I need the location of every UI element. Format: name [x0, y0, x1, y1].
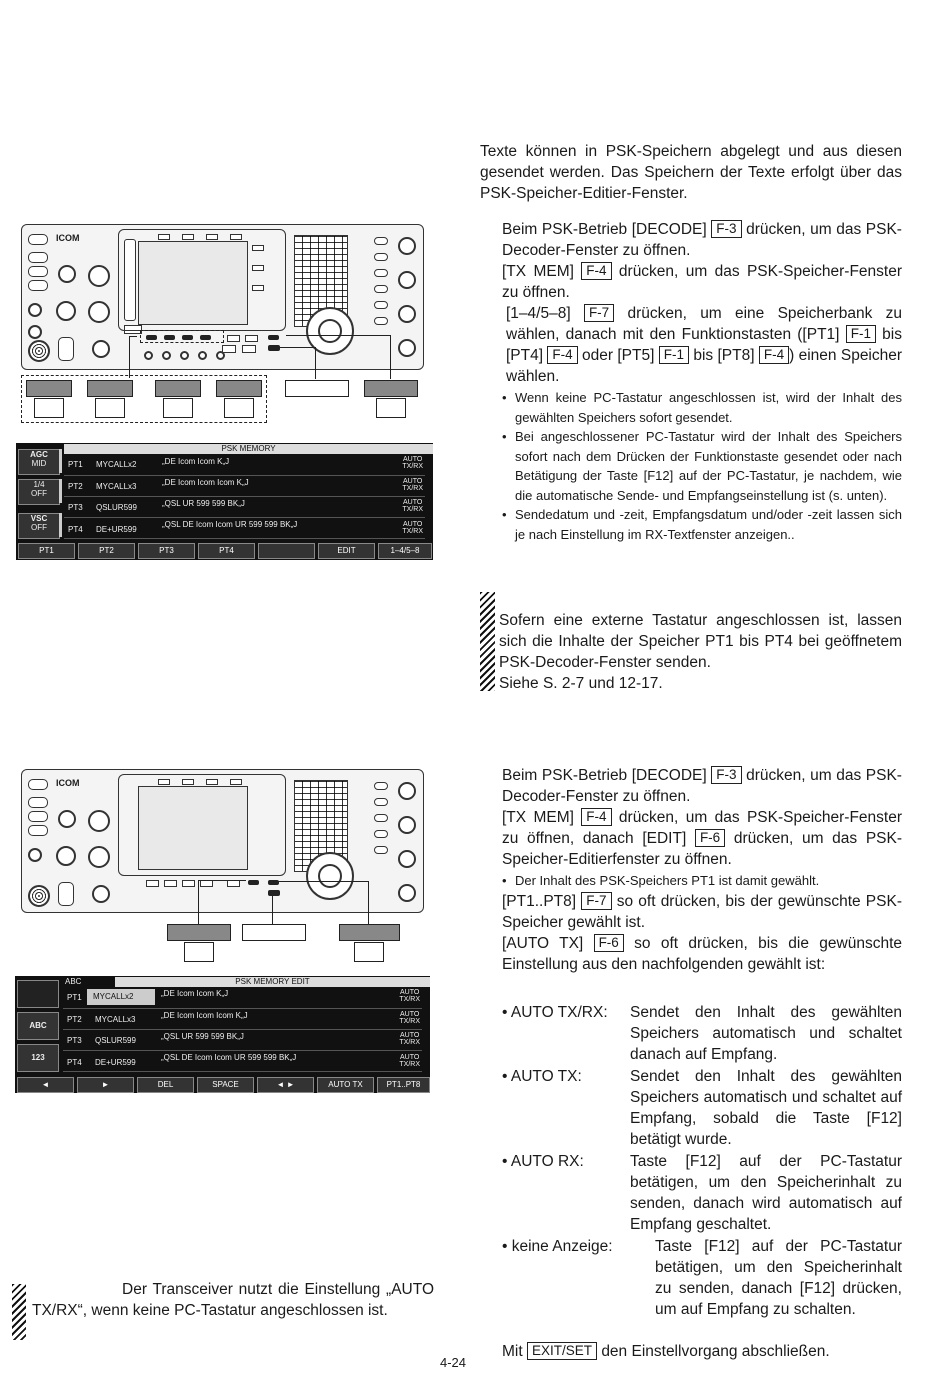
intro-paragraph: Texte können in PSK-Speichern abgelegt und aus diesen gesendet werden. Das Speichern der Texte erfolgt über das PSK-Speicher-Editier-Fenster. [480, 143, 902, 202]
screen-title: PSK MEMORY EDIT [115, 977, 430, 987]
softkey-cursor[interactable]: ◄ ► [257, 1077, 314, 1093]
softkey-auto-tx[interactable]: AUTO TX [317, 1077, 374, 1093]
finish-line: Mit EXIT/SET den Einstellvorgang abschließen. [502, 1343, 830, 1360]
memory-row[interactable]: PT2 MYCALLx3 „DE Icom Icom Icom K„J AUTO TX/RX [64, 475, 425, 497]
psk-memory-screen [16, 443, 433, 560]
memory-row[interactable]: PT4 DE+UR599 „QSL DE Icom Icom UR 599 599 BK„J AUTO TX/RX [63, 1050, 422, 1072]
page-number: 4-24 [440, 1355, 467, 1370]
vsc-button[interactable]: VSC OFF [18, 513, 60, 539]
softkey-pt-select[interactable]: PT1..PT8 [377, 1077, 430, 1093]
numeric-button[interactable]: 123 [17, 1044, 59, 1072]
softkey-pt2[interactable]: PT2 [78, 543, 135, 559]
abc-button[interactable]: ABC [17, 1012, 59, 1040]
memory-row[interactable]: PT3 QSLUR599 „QSL UR 599 599 BK„J AUTO TX/RX [63, 1029, 422, 1051]
agc-button[interactable]: AGC MID [18, 449, 60, 475]
softkey-pt1[interactable]: PT1 [18, 543, 75, 559]
f7-key: F-7 [584, 304, 614, 322]
auto-options: • AUTO TX/RX: Sendet den Inhalt des gewählten Speichers automatisch und schaltet danach auf Empfang. • AUTO TX: Sendet den Inhalt des gewählten Speichers automatisch und schaltet auf Empfang, sobald die Taste [F12] betätigt wurde. • AUTO RX: Taste [F12] auf der PC-Tastatur betätigen, um den Speicherinhalt zu senden, danach wird automatisch auf Empfang geschaltet. • keine Anzeige: Taste [F12] auf der PC-Tastatur betätigen, um den Speicherinhalt zu senden, danach [F12] drücken, um auf Empfang zu schalten. [502, 1004, 902, 1318]
section1-steps: Beim PSK-Betrieb [DECODE] F-3 drücken, um das PSK-Decoder-Fenster zu öffnen. [TX MEM] F-4 drücken, um das PSK-Speicher-Fenster zu öffnen. [1–4/5–8] F-7 drücken, um eine Speicherbank zu wählen, danach mit den Funktionstasten ([PT1] F-1 bis [PT4] F-4 oder [PT5] F-1 bis [PT8] F-4 ) einen Speicher wählen. • Wenn keine PC-Tastatur angeschlossen ist, wird der Inhalt des gewählten Speichers sofort gesendet. • Bei angeschlossener PC-Tastatur wird der Inhalt des Speichers sofort nach dem Drücken der Funktionstaste gesendet oder nach Betätigung der Taste [F12] auf der PC-Tastatur, je nachdem, wie die automatische Sende- und Empfangseinstellung ist (s. unten). • Sendedatum und -zeit, Empfangsdatum und/oder -zeit lassen sich je nach Einstellung im RX-Textfenster anzeigen.. [502, 219, 902, 544]
f4-key: F-4 [581, 262, 611, 280]
bullet-2: • Bei angeschlossener PC-Tastatur wird der Inhalt des Speichers sofort nach dem Drücken der Funktionstaste gesendet oder nach Betätigung der Taste [F12] auf der PC-Tastatur, je nachdem, wie die automatische Sende- und Empfangseinstellung ist (s. unten). [502, 427, 902, 505]
memory-row[interactable]: PT4 DE+UR599 „QSL DE Icom Icom UR 599 599 BK„J AUTO TX/RX [64, 517, 425, 539]
memory-row[interactable]: PT3 QSLUR599 „QSL UR 599 599 BK„J AUTO TX/RX [64, 496, 425, 518]
quarter-button[interactable]: 1/4 OFF [18, 479, 60, 505]
note-1: Sofern eine externe Tastatur angeschlossen ist, lassen sich die Inhalte der Speicher PT1 bis PT4 bei geöffnetem PSK-Decoder-Fenster senden. Siehe S. 2-7 und 12-17. [499, 612, 902, 692]
softkey-space[interactable]: SPACE [197, 1077, 254, 1093]
softkey-pt4[interactable]: PT4 [198, 543, 255, 559]
softkey-left[interactable]: ◄ [17, 1077, 74, 1093]
softkey-bank[interactable]: 1–4/5–8 [378, 543, 432, 559]
f3-key: F-3 [711, 220, 741, 238]
icom-logo: ICOM [56, 233, 80, 243]
softkey-empty[interactable] [258, 543, 315, 559]
note-marker [12, 1284, 26, 1340]
transceiver-front-panel-2: ICOM [21, 769, 424, 913]
softkey-right[interactable]: ► [77, 1077, 134, 1093]
section2-steps: Beim PSK-Betrieb [DECODE] F-3 drücken, um das PSK-Decoder-Fenster zu öffnen. [TX MEM] F-4 drücken, um das PSK-Speicher-Fenster zu öffnen, danach [EDIT] F-6 drücken, um das PSK-Speicher-Editierfenster zu öffnen. • Der Inhalt des PSK-Speichers PT1 ist damit gewählt. [PT1..PT8] F-7 so oft drücken, bis der gewünschte PSK-Speicher gewählt ist. [AUTO TX] F-6 so oft drücken, bis die gewünschte Einstellung aus den nachfolgenden gewählt ist: [502, 765, 902, 975]
side-button-blank[interactable] [17, 980, 59, 1008]
transceiver-front-panel [21, 224, 424, 370]
bullet-1: • Wenn keine PC-Tastatur angeschlossen ist, wird der Inhalt des gewählten Speichers sofort gesendet. [502, 388, 902, 427]
memory-row[interactable]: PT1 MYCALLx2 „DE Icom Icom K„J AUTO TX/RX [64, 454, 425, 476]
softkey-pt3[interactable]: PT3 [138, 543, 195, 559]
softkey-del[interactable]: DEL [137, 1077, 194, 1093]
bullet-3: • Sendedatum und -zeit, Empfangsdatum und/oder -zeit lassen sich je nach Einstellung im RX-Textfenster anzeigen.. [502, 505, 902, 544]
psk-memory-edit-screen [15, 976, 430, 1093]
f6-key: F-6 [695, 829, 725, 847]
input-mode-indicator: ABC [65, 977, 82, 986]
memory-row-selected[interactable]: PT1 MYCALLx2 „DE Icom Icom K„J AUTO TX/RX [63, 987, 422, 1009]
screen-title: PSK MEMORY [64, 444, 433, 454]
exit-set-key: EXIT/SET [527, 1342, 597, 1360]
memory-row[interactable]: PT2 MYCALLx3 „DE Icom Icom Icom K„J AUTO TX/RX [63, 1008, 422, 1030]
note-marker [480, 592, 495, 691]
softkey-edit[interactable]: EDIT [318, 543, 375, 559]
note-2: Der Transceiver nutzt die Einstellung „AUTO TX/RX“, wenn keine PC-Tastatur angeschlossen ist. [32, 1281, 434, 1319]
